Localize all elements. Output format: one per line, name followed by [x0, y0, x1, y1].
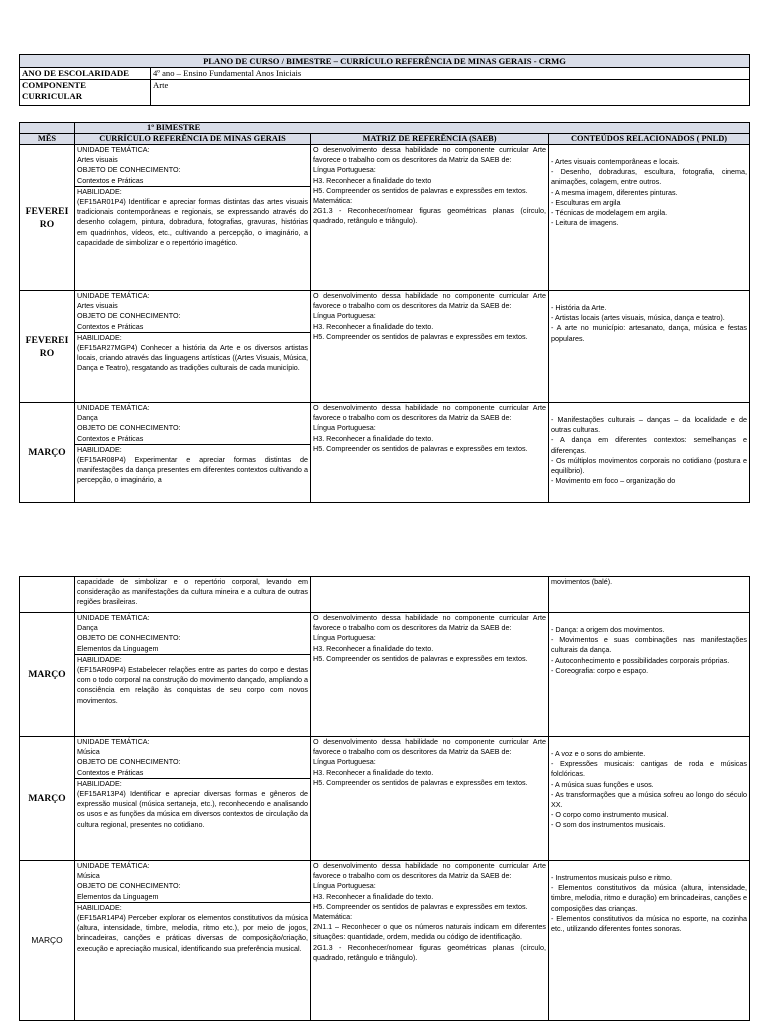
month-cell — [20, 403, 75, 503]
knowledge-object-label: OBJETO DE CONHECIMENTO: — [77, 311, 181, 321]
table-row — [20, 145, 750, 291]
saeb-cell — [311, 613, 549, 737]
table-row — [20, 291, 750, 403]
saeb-cell — [311, 291, 549, 403]
saeb-line: Língua Portuguesa: — [313, 165, 376, 175]
month-label: MARÇO — [28, 793, 66, 804]
skill-text: (EF15AR13P4) Identificar e apreciar diversas formas e gêneros de expressão musical (música sertaneja, etc.), reconhecendo e analisando os usos e as funções da música em diversos contextos de circulação da cultura regional, presentes no cotidiano. — [77, 789, 308, 829]
saeb-line: H5. Compreender os sentidos de palavras e expressões em textos. — [313, 443, 528, 453]
pnld-item: - Expressões musicais: cantigas de roda e músicas folclóricas. — [551, 759, 747, 779]
topic-label: UNIDADE TEMÁTICA: — [77, 291, 150, 300]
month-cell — [20, 291, 75, 403]
saeb-cell — [311, 737, 549, 861]
month-cell — [20, 861, 75, 1021]
saeb-line: Matemática: — [313, 912, 353, 922]
saeb-line: O desenvolvimento dessa habilidade no componente curricular Arte favorece o trabalho com os descritores da Matriz da SAEB de: — [313, 861, 546, 881]
component-label: COMPONENTE CURRICULAR — [20, 80, 151, 106]
skill-label: HABILIDADE: — [77, 332, 122, 342]
saeb-line: O desenvolvimento dessa habilidade no componente curricular Arte favorece o trabalho com os descritores da Matriz da SAEB de: — [313, 613, 546, 633]
curriculum-cell — [75, 613, 311, 737]
knowledge-object-value: Contextos e Práticas — [77, 321, 144, 331]
saeb-cell — [311, 145, 549, 291]
col-month: MÊS — [20, 134, 75, 145]
table-row — [20, 613, 750, 737]
col-saeb: MATRIZ DE REFERÊNCIA (SAEB) — [311, 134, 549, 145]
pnld-item: - Elementos constitutivos da música (altura, intensidade, timbre, melodia, ritmo e duração) em brincadeiras, canções e composições das crianças. — [551, 883, 747, 913]
saeb-line: H5. Compreender os sentidos de palavras e expressões em textos. — [313, 653, 528, 663]
skill-block — [75, 333, 310, 374]
pnld-item: - Artistas locais (artes visuais, música, dança e teatro). — [551, 313, 725, 323]
saeb-line: O desenvolvimento dessa habilidade no componente curricular Arte favorece o trabalho com os descritores da Matriz da SAEB de: — [313, 403, 546, 423]
month-label: MARÇO — [31, 935, 63, 945]
saeb-line: O desenvolvimento dessa habilidade no componente curricular Arte favorece o trabalho com os descritores da Matriz da SAEB de: — [313, 145, 546, 165]
knowledge-object-label: OBJETO DE CONHECIMENTO: — [77, 633, 181, 643]
curriculum-continuation: capacidade de simbolizar e o repertório corporal, levando em consideração as manifestações da cultura mineira e a cultura de outras regiões brasileiras. — [75, 577, 311, 613]
skill-label: HABILIDADE: — [77, 902, 122, 912]
skill-label: HABILIDADE: — [77, 654, 122, 664]
pnld-cell — [549, 861, 750, 1021]
knowledge-object-value: Elementos da Linguagem — [77, 891, 159, 901]
topic-value: Artes visuais — [77, 301, 118, 311]
topic-label: UNIDADE TEMÁTICA: — [77, 737, 150, 746]
knowledge-object-value: Contextos e Práticas — [77, 767, 144, 777]
pnld-item: - Desenho, dobraduras, escultura, fotografia, cinema, animações, colagem, entre outros. — [551, 167, 748, 187]
month-cell — [20, 613, 75, 737]
saeb-line: H5. Compreender os sentidos de palavras e expressões em textos. — [313, 901, 528, 911]
pnld-item: - Manifestações culturais – danças – da localidade e de outras culturas. — [551, 415, 748, 435]
saeb-line: 2G1.3 - Reconhecer/nomear figuras geométricas planas (círculo, quadrado, retângulo e triângulo). — [313, 206, 546, 226]
saeb-line: Língua Portuguesa: — [313, 633, 376, 643]
pnld-cell — [549, 403, 750, 503]
curriculum-table — [19, 122, 750, 503]
topic-label: UNIDADE TEMÁTICA: — [77, 861, 150, 870]
knowledge-object-value: Contextos e Práticas — [77, 433, 144, 443]
skill-text: (EF15AR09P4) Estabelecer relações entre as partes do corpo e destas com o todo corporal na construção do movimento dançado, ampliando a consciência em relação às conquistas de seu corpo com novos movimentos. — [77, 665, 308, 705]
skill-label: HABILIDADE: — [77, 778, 122, 788]
saeb-cell — [311, 861, 549, 1021]
topic-value: Dança — [77, 413, 98, 423]
month-label: MARÇO — [28, 669, 66, 680]
skill-label: HABILIDADE: — [77, 186, 122, 196]
pnld-item: - A dança em diferentes contextos: semelhanças e diferenças. — [551, 435, 748, 455]
skill-text: (EF15AR27MGP4) Conhecer a história da Arte e os diversos artistas locais, criando através das linguagens artísticas ((Artes Visuais, Música, Dança e Teatro), resgatando as tradições culturais de cada município. — [77, 343, 308, 373]
table-row — [20, 403, 750, 503]
saeb-line: 2G1.3 - Reconhecer/nomear figuras geométricas planas (círculo, quadrado, retângulo e triângulo). — [313, 942, 546, 962]
curriculum-table-page-2 — [19, 576, 749, 1021]
topic-value: Artes visuais — [77, 155, 118, 165]
saeb-line: 2N1.1 – Reconhecer o que os números naturais indicam em diferentes situações: quantidade, ordem, medida ou código de identificação. — [313, 922, 546, 942]
skill-text: (EF15AR08P4) Experimentar e apreciar formas distintas de manifestações da dança presentes em diferentes contextos cultivando a percepção, o imaginário, a — [77, 455, 308, 485]
saeb-line: H5. Compreender os sentidos de palavras e expressões em textos. — [313, 777, 528, 787]
col-curriculum: CURRÍCULO REFERÊNCIA DE MINAS GERAIS — [75, 134, 311, 145]
curriculum-cell — [75, 403, 311, 503]
topic-block — [75, 613, 310, 655]
saeb-line: H3. Reconhecer a finalidade do texto. — [313, 891, 434, 901]
pnld-item: - Técnicas de modelagem em argila. — [551, 208, 668, 218]
grade-value: 4º ano – Ensino Fundamental Anos Iniciais — [151, 68, 750, 80]
skill-label: HABILIDADE: — [77, 444, 122, 454]
pnld-item: - Coreografia: corpo e espaço. — [551, 665, 649, 675]
skill-block — [75, 903, 310, 954]
pnld-cell — [549, 613, 750, 737]
grade-label: ANO DE ESCOLARIDADE — [20, 68, 151, 80]
pnld-item: - As transformações que a música sofreu ao longo do século XX. — [551, 789, 747, 810]
pnld-item: - Autoconhecimento e possibilidades corporais próprias. — [551, 655, 730, 665]
topic-value: Dança — [77, 623, 98, 633]
saeb-line: H3. Reconhecer a finalidade do texto. — [313, 433, 434, 443]
pnld-item: - O som dos instrumentos musicais. — [551, 820, 666, 830]
col-pnld: CONTEÚDOS RELACIONADOS ( PNLD) — [549, 134, 750, 145]
topic-value: Música — [77, 871, 100, 881]
pnld-item: - A voz e o sons do ambiente. — [551, 749, 646, 758]
saeb-cell — [311, 403, 549, 503]
skill-text: (EF15AR01P4) Identificar e apreciar formas distintas das artes visuais tradicionais contemporâneas e regionais, se expressando através do desenho colagem, pintura, dobradura, fotografias, gravuras, histórias em quadrinhos, vídeos, etc., cultivando a percepção, o imaginário, a capacidade de simbolizar e o repertório imagético. — [77, 197, 308, 247]
skill-text: (EF15AR14P4) Perceber explorar os elementos constitutivos da música (altura, intensidade, timbre, melodia, ritmo etc.), por meio de jogos, brincadeiras, canções e práticas diversas de composição/criação, execução e apreciação musical, identificando sua preferência musical. — [77, 913, 308, 953]
pnld-item: - Artes visuais contemporâneas e locais. — [551, 157, 680, 166]
pnld-cell — [549, 737, 750, 861]
bimester-label: 1º BIMESTRE — [75, 123, 750, 134]
skill-block — [75, 187, 310, 248]
saeb-line: Língua Portuguesa: — [313, 423, 376, 433]
knowledge-object-label: OBJETO DE CONHECIMENTO: — [77, 423, 181, 433]
component-value: Arte — [151, 80, 750, 106]
month-label: MARÇO — [28, 447, 66, 458]
month-label: FEVEREIRO — [25, 334, 69, 359]
pnld-item: - Instrumentos musicais pulso e ritmo. — [551, 873, 673, 882]
month-label: FEVEREIRO — [25, 205, 69, 230]
saeb-line: Língua Portuguesa: — [313, 881, 376, 891]
pnld-item: - A arte no município: artesanato, dança, música e festas populares. — [551, 323, 748, 343]
plan-title: PLANO DE CURSO / BIMESTRE – CURRÍCULO REFERÊNCIA DE MINAS GERAIS - CRMG — [20, 55, 750, 68]
saeb-line: H5. Compreender os sentidos de palavras e expressões em textos. — [313, 331, 528, 341]
table-row — [20, 737, 750, 861]
topic-block — [75, 737, 310, 779]
skill-block — [75, 445, 310, 486]
knowledge-object-value: Contextos e Práticas — [77, 175, 144, 185]
knowledge-object-label: OBJETO DE CONHECIMENTO: — [77, 881, 181, 891]
topic-value: Música — [77, 747, 100, 757]
pnld-item: - Os múltiplos movimentos corporais no cotidiano (postura e equilíbrio). — [551, 455, 748, 476]
pnld-item: - Leitura de imagens. — [551, 218, 619, 228]
pnld-cell — [549, 291, 750, 403]
saeb-line: Língua Portuguesa: — [313, 757, 376, 767]
saeb-line: O desenvolvimento dessa habilidade no componente curricular Arte favorece o trabalho com os descritores da Matriz da SAEB de: — [313, 291, 546, 311]
curriculum-table-continued — [19, 576, 750, 1021]
pnld-item: - Elementos constitutivos da música no esporte, na cozinha etc., utilizando diferentes fontes sonoras. — [551, 913, 747, 934]
pnld-cell — [549, 145, 750, 291]
header-table — [19, 54, 750, 106]
topic-block — [75, 861, 310, 903]
skill-block — [75, 779, 310, 830]
topic-block — [75, 403, 310, 445]
pnld-item: - Movimentos e suas combinações nas manifestações culturais da dança. — [551, 635, 747, 655]
knowledge-object-label: OBJETO DE CONHECIMENTO: — [77, 757, 181, 767]
table-row — [20, 577, 750, 613]
topic-label: UNIDADE TEMÁTICA: — [77, 145, 150, 154]
month-cell — [20, 145, 75, 291]
saeb-line: H3. Reconhecer a finalidade do texto. — [313, 767, 434, 777]
topic-label: UNIDADE TEMÁTICA: — [77, 613, 150, 622]
knowledge-object-value: Elementos da Linguagem — [77, 643, 159, 653]
saeb-line: Matemática: — [313, 196, 353, 206]
curriculum-cell — [75, 291, 311, 403]
skill-block — [75, 655, 310, 706]
saeb-line: H3. Reconhecer a finalidade do texto. — [313, 321, 434, 331]
topic-block — [75, 291, 310, 333]
pnld-item: - Movimento em foco – organização do — [551, 476, 676, 486]
plan-header — [19, 54, 749, 106]
saeb-line: H5. Compreender os sentidos de palavras e expressões em textos. — [313, 185, 528, 195]
table-row — [20, 861, 750, 1021]
saeb-line: Língua Portuguesa: — [313, 311, 376, 321]
topic-block — [75, 145, 310, 187]
pnld-continuation: movimentos (balé). — [549, 577, 750, 613]
pnld-item: - História da Arte. — [551, 303, 607, 312]
topic-label: UNIDADE TEMÁTICA: — [77, 403, 150, 412]
pnld-item: - A mesma imagem, diferentes pinturas. — [551, 187, 678, 197]
curriculum-cell — [75, 145, 311, 291]
pnld-item: - Dança: a origem dos movimentos. — [551, 625, 665, 634]
saeb-line: O desenvolvimento dessa habilidade no componente curricular Arte favorece o trabalho com os descritores da Matriz da SAEB de: — [313, 737, 546, 757]
pnld-item: - O corpo como instrumento musical. — [551, 810, 669, 820]
pnld-item: - A música suas funções e usos. — [551, 779, 654, 789]
knowledge-object-label: OBJETO DE CONHECIMENTO: — [77, 165, 181, 175]
curriculum-table-page-1 — [19, 122, 749, 503]
pnld-item: - Esculturas em argila — [551, 197, 621, 207]
curriculum-cell — [75, 737, 311, 861]
curriculum-cell — [75, 861, 311, 1021]
month-cell — [20, 737, 75, 861]
saeb-line: H3. Reconhecer a finalidade do texto — [313, 175, 432, 185]
saeb-line: H3. Reconhecer a finalidade do texto. — [313, 643, 434, 653]
